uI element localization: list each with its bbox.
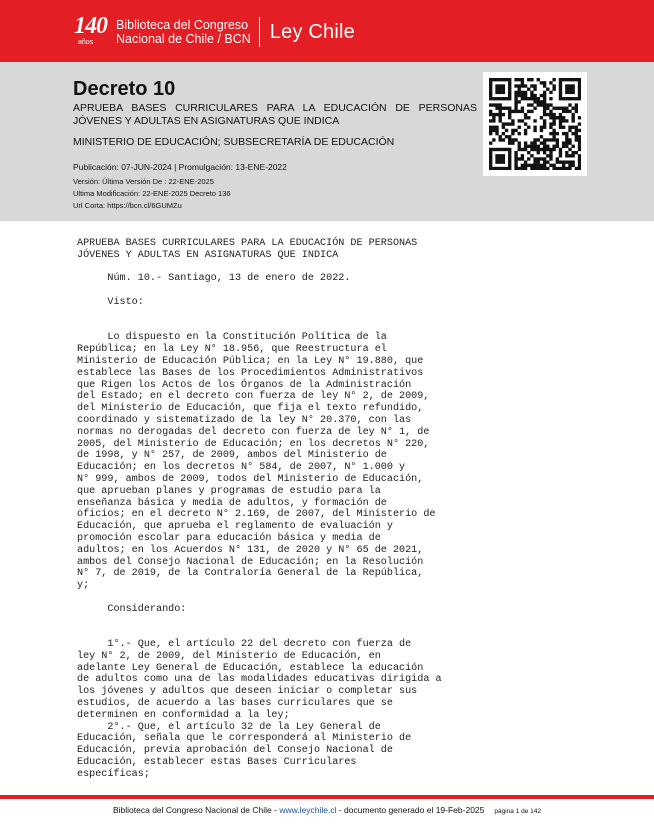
footer-prefix: Biblioteca del Congreso Nacional de Chile - bbox=[112, 805, 280, 815]
body-line: estudios, de acuerdo a las bases curriculares que se bbox=[77, 698, 393, 710]
body-line bbox=[77, 309, 477, 321]
body-line bbox=[77, 616, 477, 628]
last-modified-info: Ultima Modificación: 22-ENE-2025 Decreto 136 bbox=[73, 189, 231, 198]
body-line: Educación, señala que le corresponderá al Ministerio de bbox=[77, 733, 412, 745]
body-line: 2°.- Que, el artículo 32 de la Ley General de bbox=[77, 721, 381, 733]
body-line: adultos; en los Acuerdos N° 131, de 2020 y N° 65 de 2021, bbox=[77, 544, 424, 556]
short-url[interactable]: Url Corta: https://bcn.cl/6GUMZu bbox=[73, 201, 182, 210]
header-band bbox=[0, 0, 654, 62]
body-line bbox=[77, 285, 477, 297]
body-line bbox=[77, 592, 477, 604]
body-line bbox=[77, 262, 477, 274]
body-line: ley N° 2, de 2009, del Ministerio de Educación, en bbox=[77, 650, 381, 662]
body-line: determinen en conformidad a la ley; bbox=[77, 709, 290, 721]
body-line: promoción escolar para educación básica y media de bbox=[77, 532, 381, 544]
body-line: Educación, establecer estas Bases Curriculares bbox=[77, 757, 357, 769]
brand-name: Ley Chile bbox=[269, 20, 355, 43]
body-line: 1°.- Que, el artículo 22 del decreto con fuerza de bbox=[77, 639, 412, 651]
library-name-line1: Biblioteca del Congreso bbox=[116, 18, 249, 32]
body-line: 2005, del Ministerio de Educación; en los decretos N° 220, bbox=[77, 438, 430, 450]
body-line: Núm. 10.- Santiago, 13 de enero de 2022. bbox=[77, 273, 351, 285]
page-number: página 1 de 142 bbox=[494, 808, 542, 815]
body-line: Educación, que aprueba el reglamento de evaluación y bbox=[77, 521, 393, 533]
body-line: APRUEBA BASES CURRICULARES PARA LA EDUCACIÓN DE PERSONAS bbox=[77, 238, 418, 249]
body-line: que aprueban planes y programas de estudio para la bbox=[77, 485, 381, 497]
publication-dates: Publicación: 07-JUN-2024 | Promulgación: 13-ENE-2022 bbox=[73, 162, 287, 172]
body-line: del Ministerio de Educación, que fija el texto refundido, bbox=[77, 403, 424, 415]
body-line: los jóvenes y adultos que deseen iniciar o completar sus bbox=[77, 686, 418, 698]
anniversary-number: 140 bbox=[74, 13, 107, 39]
body-line: específicas; bbox=[77, 768, 150, 780]
body-line bbox=[77, 627, 477, 639]
body-line: Educación; en los decretos N° 584, de 2007, N° 1.000 y bbox=[77, 462, 406, 474]
anniversary-label: años bbox=[78, 39, 94, 46]
body-line bbox=[77, 321, 477, 333]
body-line: oficios; en el decreto N° 2.169, de 2007, del Ministerio de bbox=[77, 509, 436, 521]
body-line: y; bbox=[77, 580, 90, 592]
body-line: República; en la Ley N° 18.956, que Reestructura el bbox=[77, 344, 387, 356]
body-line: de 1998, y N° 257, de 2009, ambos del Ministerio de bbox=[77, 450, 387, 462]
document-body bbox=[77, 238, 477, 781]
library-name bbox=[116, 18, 251, 46]
body-line: JÓVENES Y ADULTAS EN ASIGNATURAS QUE INDICA bbox=[77, 249, 339, 261]
body-line: adelante Ley General de Educación, establece la educación bbox=[77, 662, 424, 674]
body-line: de adultos como una de las modalidades educativas dirigida a bbox=[77, 674, 442, 686]
footer bbox=[0, 805, 654, 815]
body-line: que Rigen los Actos de los Órganos de la Administración bbox=[77, 379, 412, 391]
qr-code-icon bbox=[483, 72, 587, 176]
footer-suffix: - documento generado el 19-Feb-2025 bbox=[336, 805, 485, 815]
logo-divider bbox=[259, 17, 260, 47]
anniversary-badge bbox=[74, 13, 110, 51]
version-info: Versión: Última Versión De : 22-ENE-2025 bbox=[73, 177, 214, 186]
body-line: normas no derogadas del decreto con fuerza de ley N° 1, de bbox=[77, 426, 430, 438]
body-line: establece las Bases de los Procedimientos Administrativos bbox=[77, 367, 424, 379]
document-ministry: MINISTERIO DE EDUCACIÓN; SUBSECRETARÍA DE EDUCACIÓN bbox=[73, 136, 395, 148]
library-name-line2: Nacional de Chile / BCN bbox=[116, 32, 251, 46]
body-line: Visto: bbox=[77, 296, 144, 308]
body-line: N° 7, de 2019, de la Contraloría General de la República, bbox=[77, 568, 424, 580]
document-title: Decreto 10 bbox=[73, 78, 176, 100]
body-line: N° 999, ambos de 2009, todos del Ministerio de Educación, bbox=[77, 473, 424, 485]
body-line: Educación, previa aprobación del Consejo Nacional de bbox=[77, 745, 393, 757]
footer-bar bbox=[0, 795, 654, 799]
body-line: del Estado; en el decreto con fuerza de ley N° 2, de 2009, bbox=[77, 391, 430, 403]
body-line: Considerando: bbox=[77, 603, 187, 615]
body-line: Ministerio de Educación Pública; en la Ley N° 19.880, que bbox=[77, 355, 424, 367]
body-line: coordinado y sistematizado de la ley N° 20.370, con las bbox=[77, 414, 412, 426]
body-line: enseñanza básica y media de adultos, y formación de bbox=[77, 497, 387, 509]
document-subtitle: APRUEBA BASES CURRICULARES PARA LA EDUCACIÓN DE PERSONAS JÓVENES Y ADULTAS EN ASIGNATURAS QUE INDICA bbox=[73, 102, 477, 127]
body-line: ambos del Consejo Nacional de Educación; en la Resolución bbox=[77, 556, 424, 568]
footer-link[interactable]: www.leychile.cl bbox=[279, 805, 337, 815]
bcn-logo[interactable] bbox=[74, 13, 355, 51]
body-line: Lo dispuesto en la Constitución Política de la bbox=[77, 332, 387, 344]
